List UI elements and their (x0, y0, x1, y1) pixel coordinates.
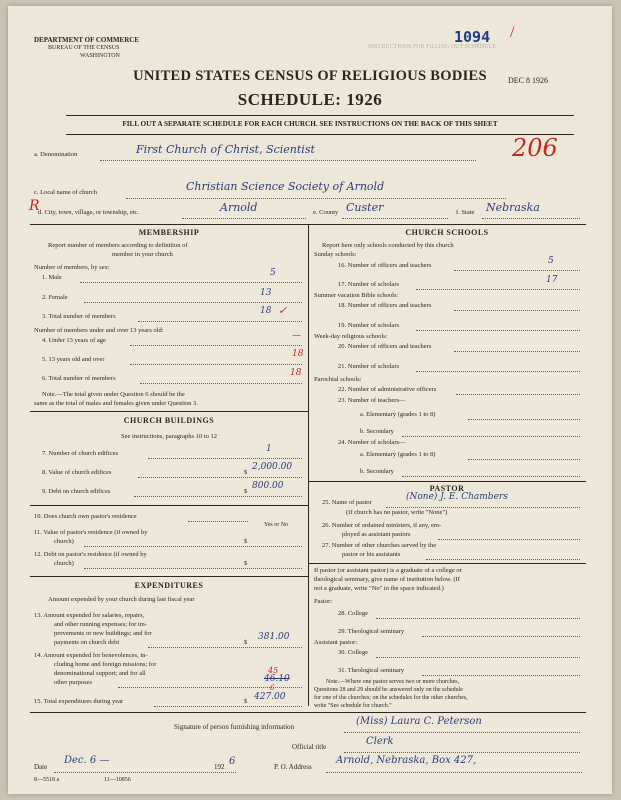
date-stamp: DEC 8 1926 (508, 76, 548, 85)
by-sex-label: Number of members, by sex: (34, 264, 110, 271)
dotted-line (402, 476, 580, 477)
year-digit: 6 (229, 756, 236, 767)
rule (30, 224, 586, 225)
pastor-note: Questions 28 and 29 should be answered only on the schedule (314, 687, 463, 693)
dotted-line (344, 732, 580, 733)
graduate-instructions: theological seminary, give name of institution below. (If (314, 576, 460, 583)
q25-value: (None) J. E. Chambers (406, 492, 508, 502)
q7-value: 1 (266, 444, 272, 454)
dotted-line (468, 459, 580, 460)
dollar-sign: $ (244, 538, 248, 545)
q14-label: 14. Amount expended for benevolences, in- (34, 652, 148, 659)
membership-intro: Report number of members according to definition of (48, 242, 188, 249)
dotted-line (438, 539, 580, 540)
q15-correction: 6 (270, 684, 275, 692)
q13-label: provements or new buildings; and for (54, 630, 152, 637)
dotted-line (344, 752, 580, 753)
q14-label: cluding home and foreign missions; for (54, 661, 157, 668)
q8-value: 2,000.00 (252, 462, 293, 472)
q24b-label: b. Secondary (360, 468, 394, 475)
dotted-line (426, 559, 580, 560)
q26-label: ployed as assistant pastors (342, 531, 411, 538)
rule (66, 134, 574, 135)
dotted-line (454, 351, 580, 352)
dotted-line (342, 218, 448, 219)
bureau-name: BUREAU OF THE CENSUS (48, 45, 120, 51)
parochial-label: Parochial schools: (314, 376, 362, 383)
dotted-line (188, 521, 248, 522)
dollar-sign: $ (244, 639, 248, 646)
signature-label: Signature of person furnishing information (174, 723, 295, 731)
dotted-line (80, 282, 302, 283)
q6-value: 18 (290, 368, 302, 378)
rule (308, 563, 586, 564)
dotted-line (134, 496, 302, 497)
dept-name: DEPARTMENT OF COMMERCE (34, 36, 140, 44)
q24a-label: a. Elementary (grades 1 to 8) (360, 451, 436, 458)
q16-label: 16. Number of officers and teachers (338, 262, 432, 269)
q13-value: 381.00 (258, 632, 290, 642)
q9-value: 800.00 (252, 481, 284, 491)
q12-label: church) (54, 560, 74, 567)
q22-label: 22. Number of administrative officers (338, 386, 437, 393)
q3-label: 3. Total number of members (42, 313, 116, 320)
q6-label: 6. Total number of members (42, 375, 116, 382)
state-label: f. State (456, 209, 475, 216)
q11-label: 11. Value of pastor's residence (if owned by (34, 529, 148, 536)
q28-label: 28. College (338, 610, 368, 617)
red-mark-r: R (29, 198, 40, 214)
q30-label: 30. College (338, 649, 368, 656)
official-title-value: Clerk (366, 736, 394, 747)
dotted-line (138, 321, 302, 322)
membership-heading: MEMBERSHIP (138, 228, 200, 237)
rule (66, 115, 574, 116)
po-address-value: Arnold, Nebraska, Box 427, (336, 755, 477, 766)
schools-heading: CHURCH SCHOOLS (405, 228, 489, 237)
pastor-label: Pastor: (314, 598, 333, 605)
q15-label: 15. Total expenditures during year (34, 698, 124, 705)
dollar-sign: $ (244, 698, 248, 705)
red-check-mark: / (510, 24, 515, 41)
form-title: UNITED STATES CENSUS OF RELIGIOUS BODIES (133, 68, 487, 84)
expenditures-sub: Amount expended by your church during last fiscal year (48, 596, 195, 603)
q31-label: 31. Theological seminary (338, 667, 405, 674)
q23b-label: b. Secondary (360, 428, 394, 435)
rule (30, 411, 308, 412)
denomination-label: a. Denomination (34, 151, 78, 158)
dotted-line (182, 218, 306, 219)
membership-intro: member in your church (112, 251, 173, 258)
bleed-through-text: INSTRUCTIONS FOR FILLING OUT SCHEDULE (368, 44, 496, 50)
state-value: Nebraska (486, 201, 540, 214)
dotted-line (468, 419, 580, 420)
dotted-line (454, 310, 580, 311)
summer-label: Summer vacation Bible schools: (314, 292, 399, 299)
census-schedule-sheet (8, 6, 612, 794)
weekday-label: Week-day religious schools: (314, 333, 388, 340)
dollar-sign: $ (244, 469, 248, 476)
dotted-line (376, 657, 580, 658)
red-check-mark: ✓ (278, 304, 288, 317)
date-label: Date (34, 763, 48, 771)
dotted-line (84, 302, 302, 303)
dotted-line (130, 364, 302, 365)
q2-label: 2. Female (42, 294, 68, 301)
q11-label: church) (54, 538, 74, 545)
buildings-heading: CHURCH BUILDINGS (123, 416, 215, 425)
dotted-line (416, 371, 580, 372)
city-name: WASHINGTON (80, 53, 120, 59)
q17-value: 17 (546, 275, 558, 285)
q9-label: 9. Debt on church edifices (42, 488, 111, 495)
dotted-line (454, 270, 580, 271)
q4-value: — (292, 331, 301, 341)
pastor-note: write "See schedule for church." (314, 703, 392, 709)
po-address-label: P. O. Address (274, 763, 312, 771)
expenditures-heading: EXPENDITURES (134, 581, 204, 590)
q8-label: 8. Value of church edifices (42, 469, 112, 476)
denomination-value: First Church of Christ, Scientist (136, 143, 315, 156)
rule (30, 712, 586, 713)
pastor-heading: PASTOR (429, 484, 465, 493)
dotted-line (402, 436, 580, 437)
city-value: Arnold (220, 201, 258, 214)
age-head: Number of members under and over 13 years old: (34, 327, 164, 334)
dotted-line (154, 706, 302, 707)
q19-label: 19. Number of scholars (338, 322, 400, 329)
buildings-sub: See instructions, paragraphs 10 to 12 (120, 433, 218, 440)
q14-label: denominational support; and for all (54, 670, 146, 677)
q2-value: 13 (260, 288, 272, 298)
print-code: 11—10856 (104, 777, 131, 783)
dotted-line (84, 568, 302, 569)
dotted-line (326, 772, 582, 773)
column-divider (308, 224, 309, 706)
red-code-206: 206 (512, 134, 558, 162)
dotted-line (148, 458, 302, 459)
q26-label: 26. Number of ordained ministers, if any, em- (322, 522, 442, 529)
city-label: d. City, town, village, or township, etc. (38, 209, 140, 216)
q1-value: 5 (270, 268, 276, 278)
dotted-line (54, 772, 236, 773)
membership-note: Note.—The total given under Question 6 should be the (42, 391, 185, 398)
q21-label: 21. Number of scholars (338, 363, 400, 370)
schedule-year: SCHEDULE: 1926 (237, 90, 383, 109)
dotted-line (130, 345, 302, 346)
q5-label: 5. 13 years old and over (42, 356, 105, 363)
q23a-label: a. Elementary (grades 1 to 8) (360, 411, 436, 418)
yes-no-hint: Yes or No (264, 522, 289, 528)
q13-label: and other running expenses; for im- (54, 621, 147, 628)
dotted-line (422, 675, 580, 676)
q10-label: 10. Does church own pastor's residence (34, 513, 137, 520)
instruction-line: FILL OUT A SEPARATE SCHEDULE FOR EACH CHURCH. SEE INSTRUCTIONS ON THE BACK OF THIS SHEET (122, 120, 498, 128)
rule (30, 576, 308, 577)
dotted-line (100, 160, 476, 161)
dotted-line (386, 507, 580, 508)
q23-label: 23. Number of teachers— (338, 397, 406, 404)
q24-label: 24. Number of scholars— (338, 439, 406, 446)
dotted-line (456, 394, 580, 395)
dotted-line (482, 218, 580, 219)
dollar-sign: $ (244, 560, 248, 567)
dotted-line (126, 198, 506, 199)
dotted-line (416, 289, 580, 290)
form-number: 1094 (454, 28, 491, 46)
q4-label: 4. Under 13 years of age (42, 337, 106, 344)
q29-label: 29. Theological seminary (338, 628, 405, 635)
q13-label: payments on church debt (54, 639, 120, 646)
q14-label: other purposes (54, 679, 93, 686)
q3-value: 18 (260, 306, 272, 316)
pastor-note: Note.—Where one pastor serves two or more churches, (326, 679, 460, 685)
dotted-line (148, 647, 302, 648)
q14-value: 46.10 (264, 674, 290, 684)
q27-label: pastor or his assistants (342, 551, 401, 558)
sunday-label: Sunday schools: (314, 251, 357, 258)
q5-value: 18 (292, 349, 304, 359)
q7-label: 7. Number of church edifices (42, 450, 118, 457)
dotted-line (138, 477, 302, 478)
q14-value-red: 45 (268, 666, 279, 675)
dotted-line (422, 636, 580, 637)
graduate-instructions: If pastor (or assistant pastor) is a graduate of a college or (314, 567, 462, 574)
q25-label: 25. Name of pastor (322, 499, 372, 506)
q27-label: 27. Number of other churches served by the (322, 542, 437, 549)
q12-label: 12. Debt on pastor's residence (if owned by (34, 551, 147, 558)
q16-value: 5 (548, 256, 554, 266)
local-name-label: c. Local name of church (34, 189, 97, 196)
q15-value: 427.00 (254, 692, 286, 702)
q18-label: 18. Number of officers and teachers (338, 302, 432, 309)
q1-label: 1. Male (42, 274, 62, 281)
schools-sub: Report here only schools conducted by this church (322, 242, 454, 249)
rule (308, 481, 586, 482)
dotted-line (416, 330, 580, 331)
dotted-line (140, 383, 302, 384)
membership-note: same as the total of males and females given under Question 3. (34, 400, 198, 407)
dollar-sign: $ (244, 488, 248, 495)
local-name-value: Christian Science Society of Arnold (186, 180, 385, 193)
dotted-line (376, 618, 580, 619)
county-value: Custer (346, 201, 384, 214)
signature-value: (Miss) Laura C. Peterson (356, 716, 482, 727)
q13-label: 13. Amount expended for salaries, repairs, (34, 612, 145, 619)
q20-label: 20. Number of officers and teachers (338, 343, 432, 350)
dotted-line (84, 546, 302, 547)
form-code: 8—5518 a (34, 777, 60, 783)
rule (30, 505, 308, 506)
pastor-note: for one of the churches; on the schedules for the other churches, (314, 695, 468, 701)
official-title-label: Official title (292, 743, 327, 751)
year-prefix: 192 (214, 763, 225, 771)
county-label: e. County (313, 209, 339, 216)
q25-sub: (If church has no pastor, write "None") (346, 509, 448, 516)
date-value: Dec. 6 — (64, 755, 110, 766)
graduate-instructions: not a graduate, write "No" in the space indicated.) (314, 585, 444, 592)
assistant-pastor-label: Assistant pastor: (314, 639, 358, 646)
q17-label: 17. Number of scholars (338, 281, 400, 288)
